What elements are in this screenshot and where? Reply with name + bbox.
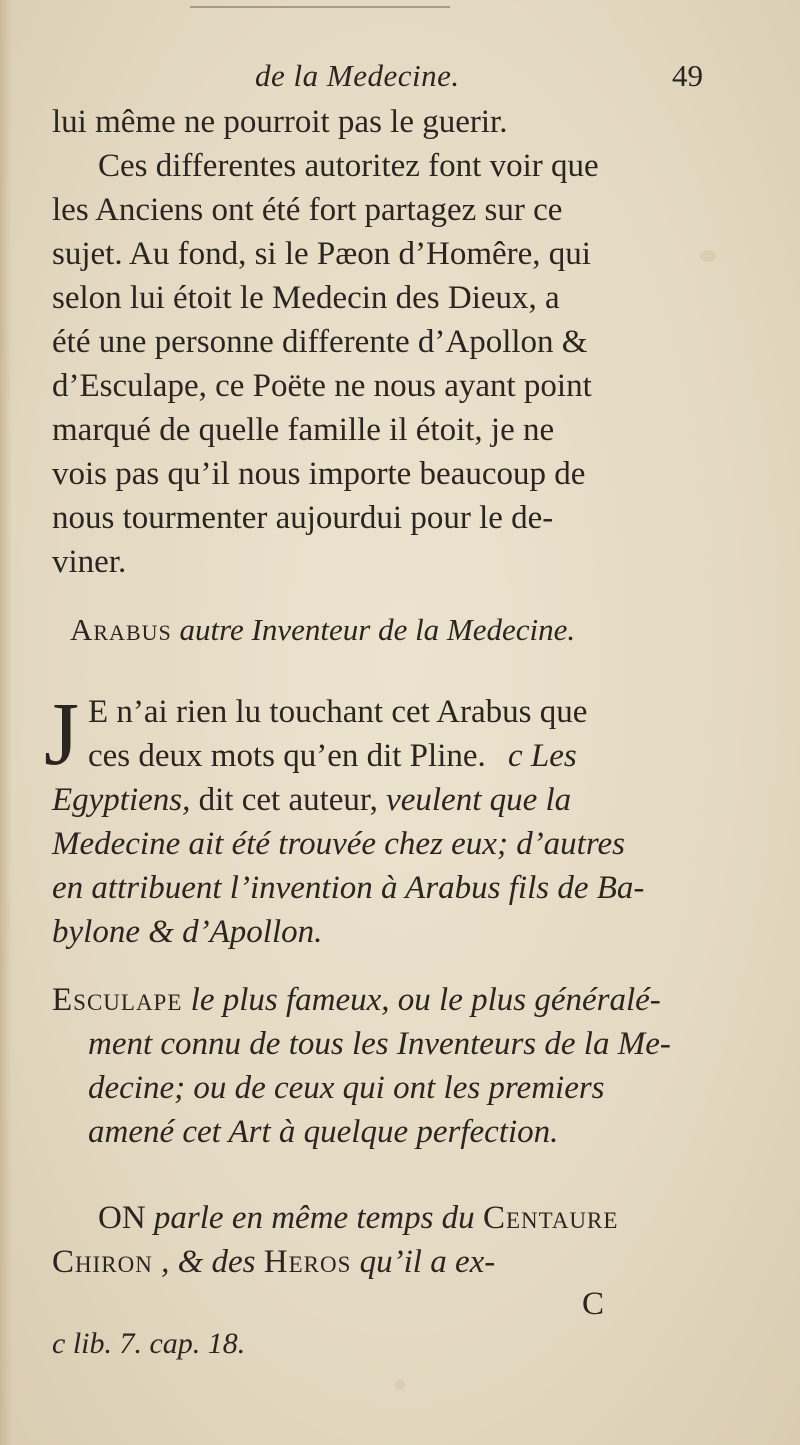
- text-line: [88, 734, 742, 778]
- text-line: Medecine ait été trouvée chez eux; d’autres: [52, 826, 625, 862]
- page-number: 49: [672, 58, 703, 93]
- text-line: ment connu de tous les Inventeurs de la Me-: [88, 1026, 671, 1062]
- text-line: amené cet Art à quelque perfection.: [88, 1114, 559, 1150]
- page-edge-shadow: [0, 0, 12, 1445]
- text-run: qu’il a ex-: [359, 1244, 496, 1280]
- text-line: bylone & d’Apollon.: [52, 914, 323, 950]
- text-run: parle en même temps du: [153, 1200, 475, 1236]
- proper-name: Esculape: [52, 982, 183, 1018]
- footnote-reference: c Les: [508, 738, 577, 774]
- proper-name: Chiron: [52, 1244, 153, 1280]
- text-run: veulent que la: [386, 782, 572, 818]
- text-line: [98, 1196, 742, 1240]
- drop-cap: J: [44, 685, 80, 784]
- text-line: lui même ne pourroit pas le guerir.: [52, 104, 508, 140]
- heading-name: Arabus: [70, 612, 172, 647]
- section-heading-arabus: [70, 608, 760, 652]
- footnote: c lib. 7. cap. 18.: [52, 1327, 246, 1360]
- text-line: marqué de quelle famille il étoit, je ne: [52, 412, 555, 448]
- running-title: de la Medecine.: [255, 58, 460, 93]
- text-run: ON: [98, 1200, 146, 1236]
- page-header: [0, 58, 800, 104]
- text-line: en attribuent l’invention à Arabus fils de Ba-: [52, 870, 645, 906]
- signature-mark: C: [582, 1286, 605, 1322]
- text-line: nous tourmenter aujourdui pour le de-: [52, 500, 554, 536]
- text-run: ces deux mots qu’en dit Pline.: [88, 738, 486, 774]
- text-run: Egyptiens,: [52, 782, 191, 818]
- text-run: le plus fameux, ou le plus généralé-: [190, 982, 661, 1018]
- proper-name: Centaure: [482, 1200, 619, 1236]
- text-line: d’Esculape, ce Poëte ne nous ayant point: [52, 368, 592, 404]
- paper-spot: [395, 1380, 405, 1390]
- text-line: les Anciens ont été fort partagez sur ce: [52, 192, 563, 228]
- text-line: viner.: [52, 544, 127, 580]
- heading-subtitle: autre Inventeur de la Medecine.: [179, 612, 576, 647]
- text-line: E n’ai rien lu touchant cet Arabus que: [88, 694, 588, 730]
- text-line: selon lui étoit le Medecin des Dieux, a: [52, 280, 560, 316]
- text-line: [52, 1240, 742, 1284]
- text-line: été une personne differente d’Apollon &: [52, 324, 588, 360]
- text-run: dit cet auteur,: [198, 782, 378, 818]
- text-run: , & des: [161, 1244, 256, 1280]
- text-line: [52, 978, 742, 1022]
- text-line: vois pas qu’il nous importe beaucoup de: [52, 456, 586, 492]
- text-line: Ces differentes autoritez font voir que: [98, 148, 599, 184]
- text-line: sujet. Au fond, si le Pæon d’Homêre, qui: [52, 236, 591, 272]
- text-line: decine; ou de ceux qui ont les premiers: [88, 1070, 605, 1106]
- text-line: [52, 778, 742, 822]
- top-rule: [190, 6, 450, 8]
- proper-name: Heros: [263, 1244, 352, 1280]
